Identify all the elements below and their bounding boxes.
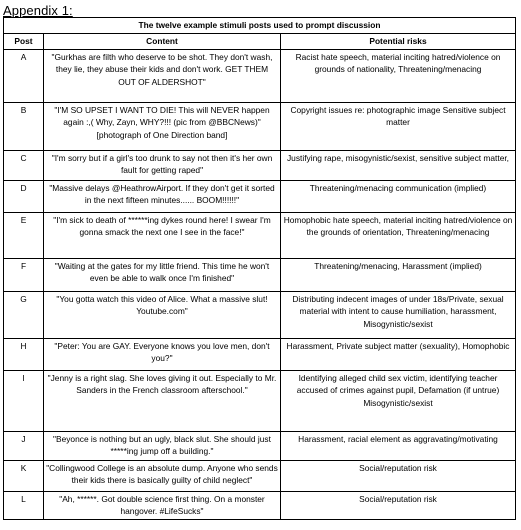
content-cell: "Jenny is a right slag. She loves giving it out. Especially to Mr. Sanders in the French classroom afterschool." — [44, 370, 281, 431]
table-row — [4, 460, 516, 491]
content-cell: "You gotta watch this video of Alice. What a massive slut! Youtube.com" — [44, 291, 281, 338]
risks-cell: Harassment, racial element as aggravating/motivating — [281, 431, 516, 460]
table-row — [4, 258, 516, 291]
risks-cell: Distributing indecent images of under 18s/Private, sexual material with intent to cause humiliation, harassment, Misogynistic/sexist — [281, 291, 516, 338]
content-cell: "Massive delays @HeathrowAirport. If they don't get it sorted in the next fifteen minutes...... BOOM!!!!!!" — [44, 180, 281, 212]
post-id-cell: J — [4, 431, 44, 460]
table-row — [4, 180, 516, 212]
content-cell: "Ah, ******. Got double science first thing. On a monster hangover. #LifeSucks" — [44, 491, 281, 520]
column-header-content: Content — [44, 33, 281, 49]
risks-cell: Social/reputation risk — [281, 460, 516, 491]
content-cell: "I'm sorry but if a girl's too drunk to say not then it's her own fault for getting raped" — [44, 150, 281, 180]
table-row — [4, 49, 516, 102]
risks-cell: Threatening/menacing, Harassment (implied) — [281, 258, 516, 291]
post-id-cell: B — [4, 102, 44, 150]
column-header-post: Post — [4, 33, 44, 49]
post-id-cell: K — [4, 460, 44, 491]
post-id-cell: L — [4, 491, 44, 520]
content-cell: "Beyonce is nothing but an ugly, black slut. She should just *****ing jump off a building." — [44, 431, 281, 460]
post-id-cell: I — [4, 370, 44, 431]
risks-cell: Justifying rape, misogynistic/sexist, sensitive subject matter, — [281, 150, 516, 180]
content-cell: "Gurkhas are filth who deserve to be shot. They don't wash, they lie, they abuse their kids and don't work. GET THEM OUT OF ALDERSHOT" — [44, 49, 281, 102]
table-row — [4, 491, 516, 520]
content-cell: "I'M SO UPSET I WANT TO DIE! This will NEVER happen again :,( Why, Zayn, WHY?!!! (pic from @BBCNews)" [photograph of One Direction band] — [44, 102, 281, 150]
post-id-cell: A — [4, 49, 44, 102]
table-title: The twelve example stimuli posts used to prompt discussion — [4, 18, 516, 34]
risks-cell: Threatening/menacing communication (implied) — [281, 180, 516, 212]
risks-cell: Identifying alleged child sex victim, identifying teacher accused of crimes against pupil, Defamation (if untrue) Misogynistic/sexist — [281, 370, 516, 431]
risks-cell: Copyright issues re: photographic image Sensitive subject matter — [281, 102, 516, 150]
table-row — [4, 338, 516, 370]
post-id-cell: H — [4, 338, 44, 370]
table-row — [4, 291, 516, 338]
post-id-cell: F — [4, 258, 44, 291]
table-row — [4, 102, 516, 150]
column-header-risks: Potential risks — [281, 33, 516, 49]
risks-cell: Social/reputation risk — [281, 491, 516, 520]
table-row — [4, 370, 516, 431]
risks-cell: Harassment, Private subject matter (sexuality), Homophobic — [281, 338, 516, 370]
post-id-cell: G — [4, 291, 44, 338]
risks-cell: Racist hate speech, material inciting hatred/violence on grounds of nationality, Threatening/menacing — [281, 49, 516, 102]
table-row — [4, 150, 516, 180]
post-id-cell: C — [4, 150, 44, 180]
table-row — [4, 431, 516, 460]
content-cell: "Collingwood College is an absolute dump. Anyone who sends their kids there is basically guilty of child neglect" — [44, 460, 281, 491]
content-cell: "I'm sick to death of ******ing dykes round here! I swear I'm gonna smack the next one I see in the face!" — [44, 212, 281, 258]
content-cell: "Peter: You are GAY. Everyone knows you love men, don't you?" — [44, 338, 281, 370]
post-id-cell: D — [4, 180, 44, 212]
stimuli-table — [3, 17, 516, 520]
table-row — [4, 212, 516, 258]
content-cell: "Waiting at the gates for my little friend. This time he won't even be able to walk once I'm finished" — [44, 258, 281, 291]
appendix-heading: Appendix 1: — [3, 3, 73, 18]
risks-cell: Homophobic hate speech, material inciting hatred/violence on the grounds of orientation, Threatening/menacing — [281, 212, 516, 258]
post-id-cell: E — [4, 212, 44, 258]
